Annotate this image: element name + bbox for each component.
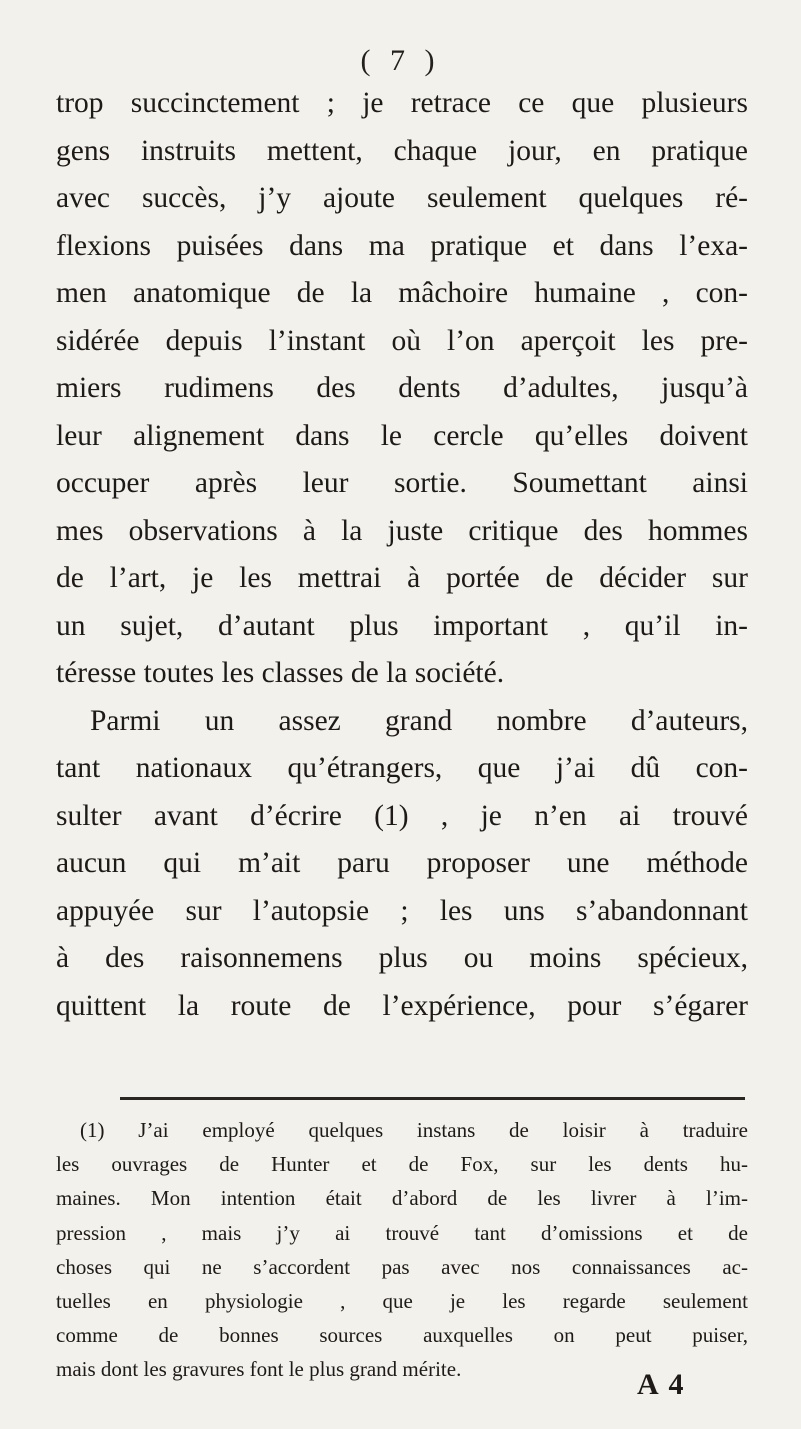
paragraph-start-line: Parmi un assez grand nombre d’auteurs,	[90, 704, 748, 737]
text-line: un sujet, d’autant plus important , qu’il in-	[56, 609, 748, 642]
text-line: gens instruits mettent, chaque jour, en pratique	[56, 134, 748, 167]
text-line: flexions puisées dans ma pratique et dans l’exa-	[56, 229, 748, 262]
main-text	[56, 80, 748, 1030]
text-line: men anatomique de la mâchoire humaine , con-	[56, 277, 748, 309]
text-line: trop succinctement ; je retrace ce que plusieurs	[56, 87, 748, 119]
text-line: sidérée depuis l’instant où l’on aperçoit les pre-	[56, 324, 748, 357]
text-line: avec succès, j’y ajoute seulement quelques ré-	[56, 182, 748, 214]
text-line: occuper après leur sortie. Soumettant ainsi	[56, 467, 748, 499]
text-line: tant nationaux qu’étrangers, que j’ai dû con-	[56, 752, 748, 784]
footnote-line: (1) J’ai employé quelques instans de loisir à traduire	[80, 1118, 748, 1142]
footnote-line: les ouvrages de Hunter et de Fox, sur les dents hu-	[56, 1152, 748, 1177]
footnote-line: maines. Mon intention était d’abord de les livrer à l’im-	[56, 1186, 748, 1211]
text-line: leur alignement dans le cercle qu’elles doivent	[56, 419, 748, 452]
text-line: quittent la route de l’expérience, pour s’égarer	[56, 989, 748, 1022]
text-line: miers rudimens des dents d’adultes, jusqu’à	[56, 372, 748, 404]
text-line: de l’art, je les mettrai à portée de décider sur	[56, 562, 748, 594]
footnote-line: tuelles en physiologie , que je les regarde seulement	[56, 1289, 748, 1314]
footnote-line: choses qui ne s’accordent pas avec nos connaissances ac-	[56, 1254, 748, 1279]
footnote	[56, 1113, 748, 1387]
footnote-line: mais dont les gravures font le plus grand mérite.	[56, 1357, 462, 1382]
footnote-line: pression , mais j’y ai trouvé tant d’omissions et de	[56, 1220, 748, 1245]
text-line: aucun qui m’ait paru proposer une méthode	[56, 847, 748, 879]
footnote-line: comme de bonnes sources auxquelles on peut puiser,	[56, 1323, 748, 1348]
text-line: appuyée sur l’autopsie ; les uns s’abandonnant	[56, 894, 748, 927]
signature-mark: A 4	[637, 1368, 686, 1401]
text-line: à des raisonnemens plus ou moins spécieux,	[56, 942, 748, 974]
paragraph-end-line: téresse toutes les classes de la société.	[56, 657, 505, 689]
page-number: ( 7 )	[360, 44, 441, 77]
text-line: sulter avant d’écrire (1) , je n’en ai trouvé	[56, 799, 748, 832]
footnote-separator	[120, 1097, 745, 1100]
text-line: mes observations à la juste critique des hommes	[56, 514, 748, 547]
